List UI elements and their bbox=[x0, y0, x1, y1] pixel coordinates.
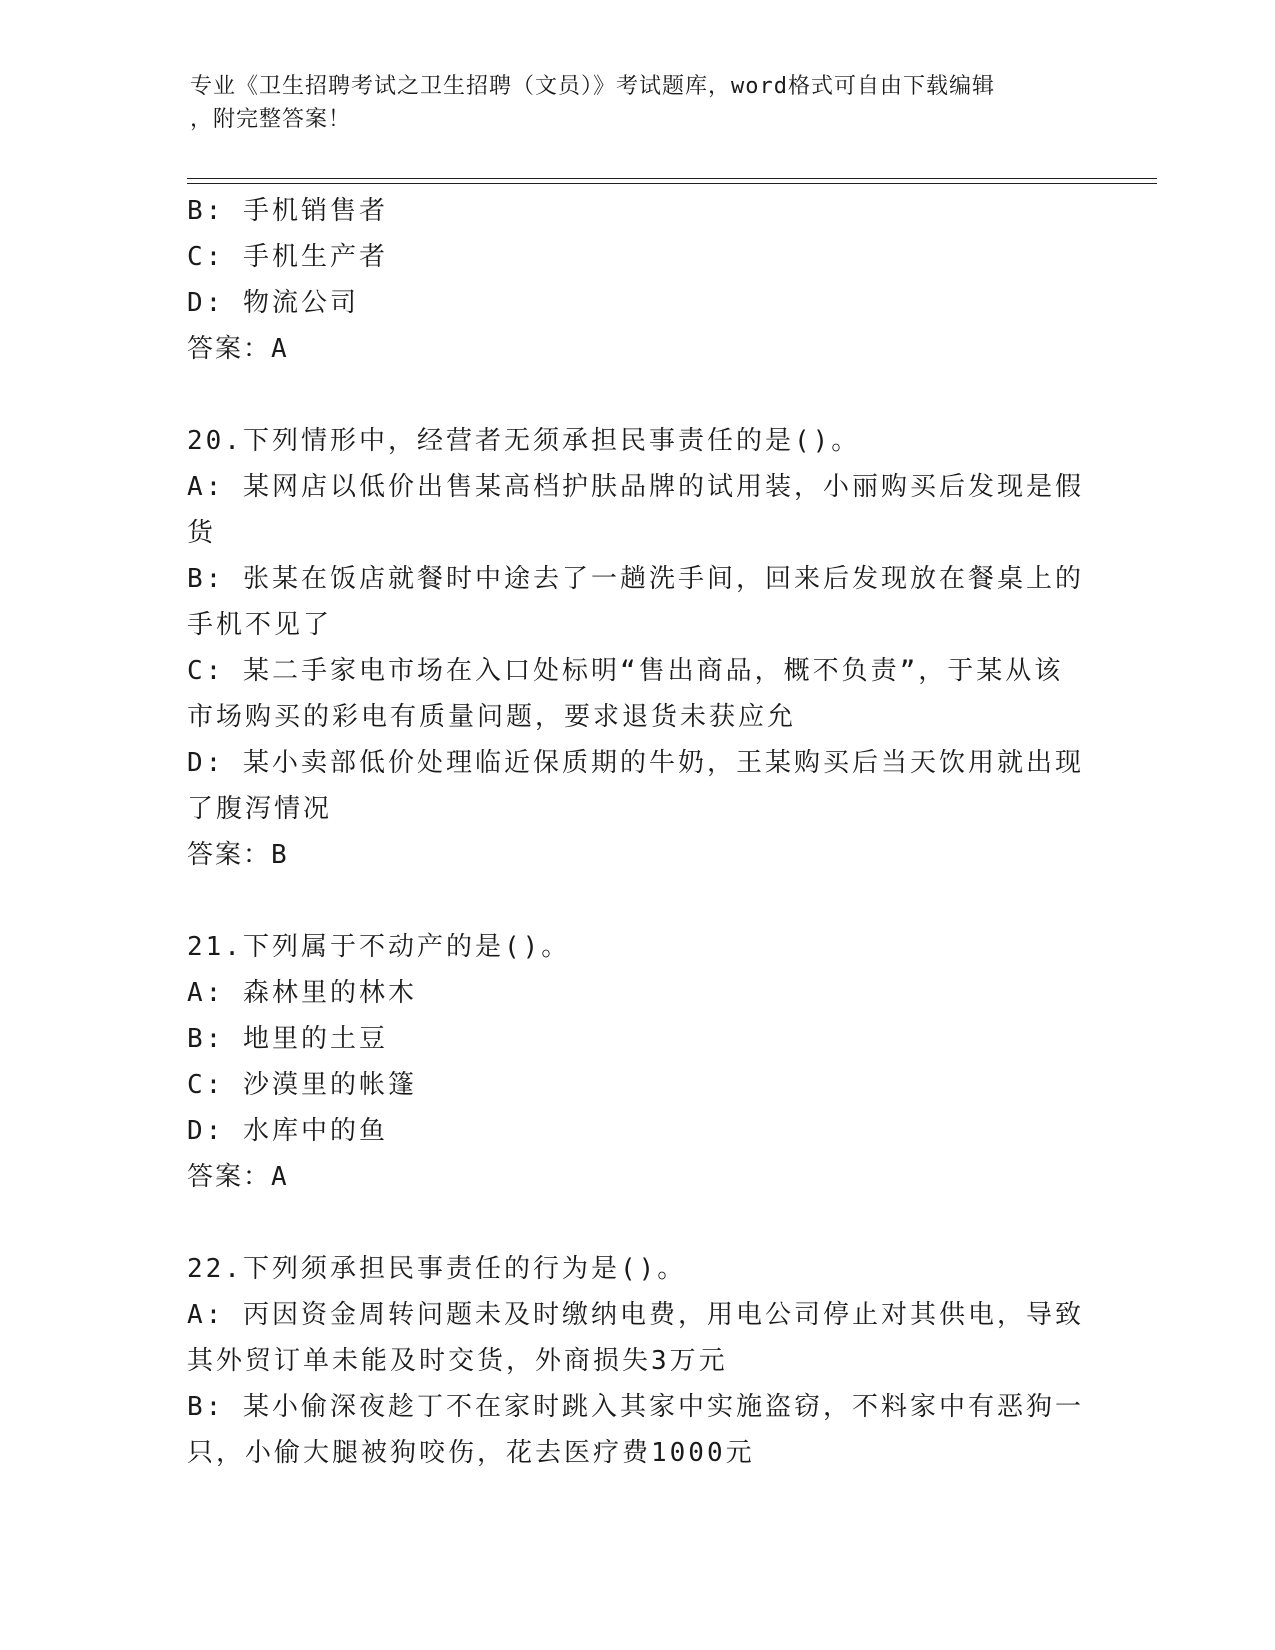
question-22 bbox=[187, 1246, 1087, 1476]
question-19-remainder bbox=[187, 188, 1087, 372]
option-d-line-2: 了腹泻情况 bbox=[187, 794, 333, 824]
question-20 bbox=[187, 418, 1087, 878]
option-a-line-1: A: 丙因资金周转问题未及时缴纳电费，用电公司停止对其供电，导致 bbox=[187, 1300, 1084, 1330]
option-d: D: 物流公司 bbox=[187, 288, 359, 318]
option-b-line-2: 手机不见了 bbox=[187, 610, 333, 640]
header-rule-bottom bbox=[187, 183, 1157, 184]
answer: 答案：A bbox=[187, 1162, 289, 1192]
option-a: A: 森林里的林木 bbox=[187, 978, 417, 1008]
option-a-line-1: A: 某网店以低价出售某高档护肤品牌的试用装，小丽购买后发现是假 bbox=[187, 472, 1084, 502]
document-body bbox=[187, 188, 1087, 1476]
spacer bbox=[187, 878, 1087, 924]
option-b: B: 地里的土豆 bbox=[187, 1024, 388, 1054]
option-a-line-2: 其外贸订单未能及时交货，外商损失3万元 bbox=[187, 1346, 728, 1376]
option-d-line-1: D: 某小卖部低价处理临近保质期的牛奶，王某购买后当天饮用就出现 bbox=[187, 748, 1084, 778]
option-c: C: 沙漠里的帐篷 bbox=[187, 1070, 417, 1100]
option-d: D: 水库中的鱼 bbox=[187, 1116, 388, 1146]
spacer bbox=[187, 1200, 1087, 1246]
header-line-2: ，附完整答案！ bbox=[190, 107, 352, 132]
answer: 答案：B bbox=[187, 840, 289, 870]
question-stem: 20.下列情形中，经营者无须承担民事责任的是()。 bbox=[187, 426, 861, 456]
option-c-line-2: 市场购买的彩电有质量问题，要求退货未获应允 bbox=[187, 702, 797, 732]
header-line-1: 专业《卫生招聘考试之卫生招聘（文员）》考试题库，word格式可自由下载编辑 bbox=[190, 74, 995, 99]
option-b-line-1: B: 张某在饭店就餐时中途去了一趟洗手间，回来后发现放在餐桌上的 bbox=[187, 564, 1084, 594]
spacer bbox=[187, 372, 1087, 418]
option-c: C: 手机生产者 bbox=[187, 242, 388, 272]
option-a-line-2: 货 bbox=[187, 518, 217, 548]
option-b-line-1: B: 某小偷深夜趁丁不在家时跳入其家中实施盗窃，不料家中有恶狗一 bbox=[187, 1392, 1084, 1422]
answer: 答案：A bbox=[187, 334, 289, 364]
question-stem: 21.下列属于不动产的是()。 bbox=[187, 932, 571, 962]
option-b: B: 手机销售者 bbox=[187, 196, 388, 226]
option-b-line-2: 只，小偷大腿被狗咬伤，花去医疗费1000元 bbox=[187, 1438, 755, 1468]
document-header bbox=[190, 70, 1090, 136]
option-c-line-1: C: 某二手家电市场在入口处标明“售出商品，概不负责”，于某从该 bbox=[187, 656, 1064, 686]
question-21 bbox=[187, 924, 1087, 1200]
question-stem: 22.下列须承担民事责任的行为是()。 bbox=[187, 1254, 687, 1284]
header-rule-top bbox=[187, 178, 1157, 179]
